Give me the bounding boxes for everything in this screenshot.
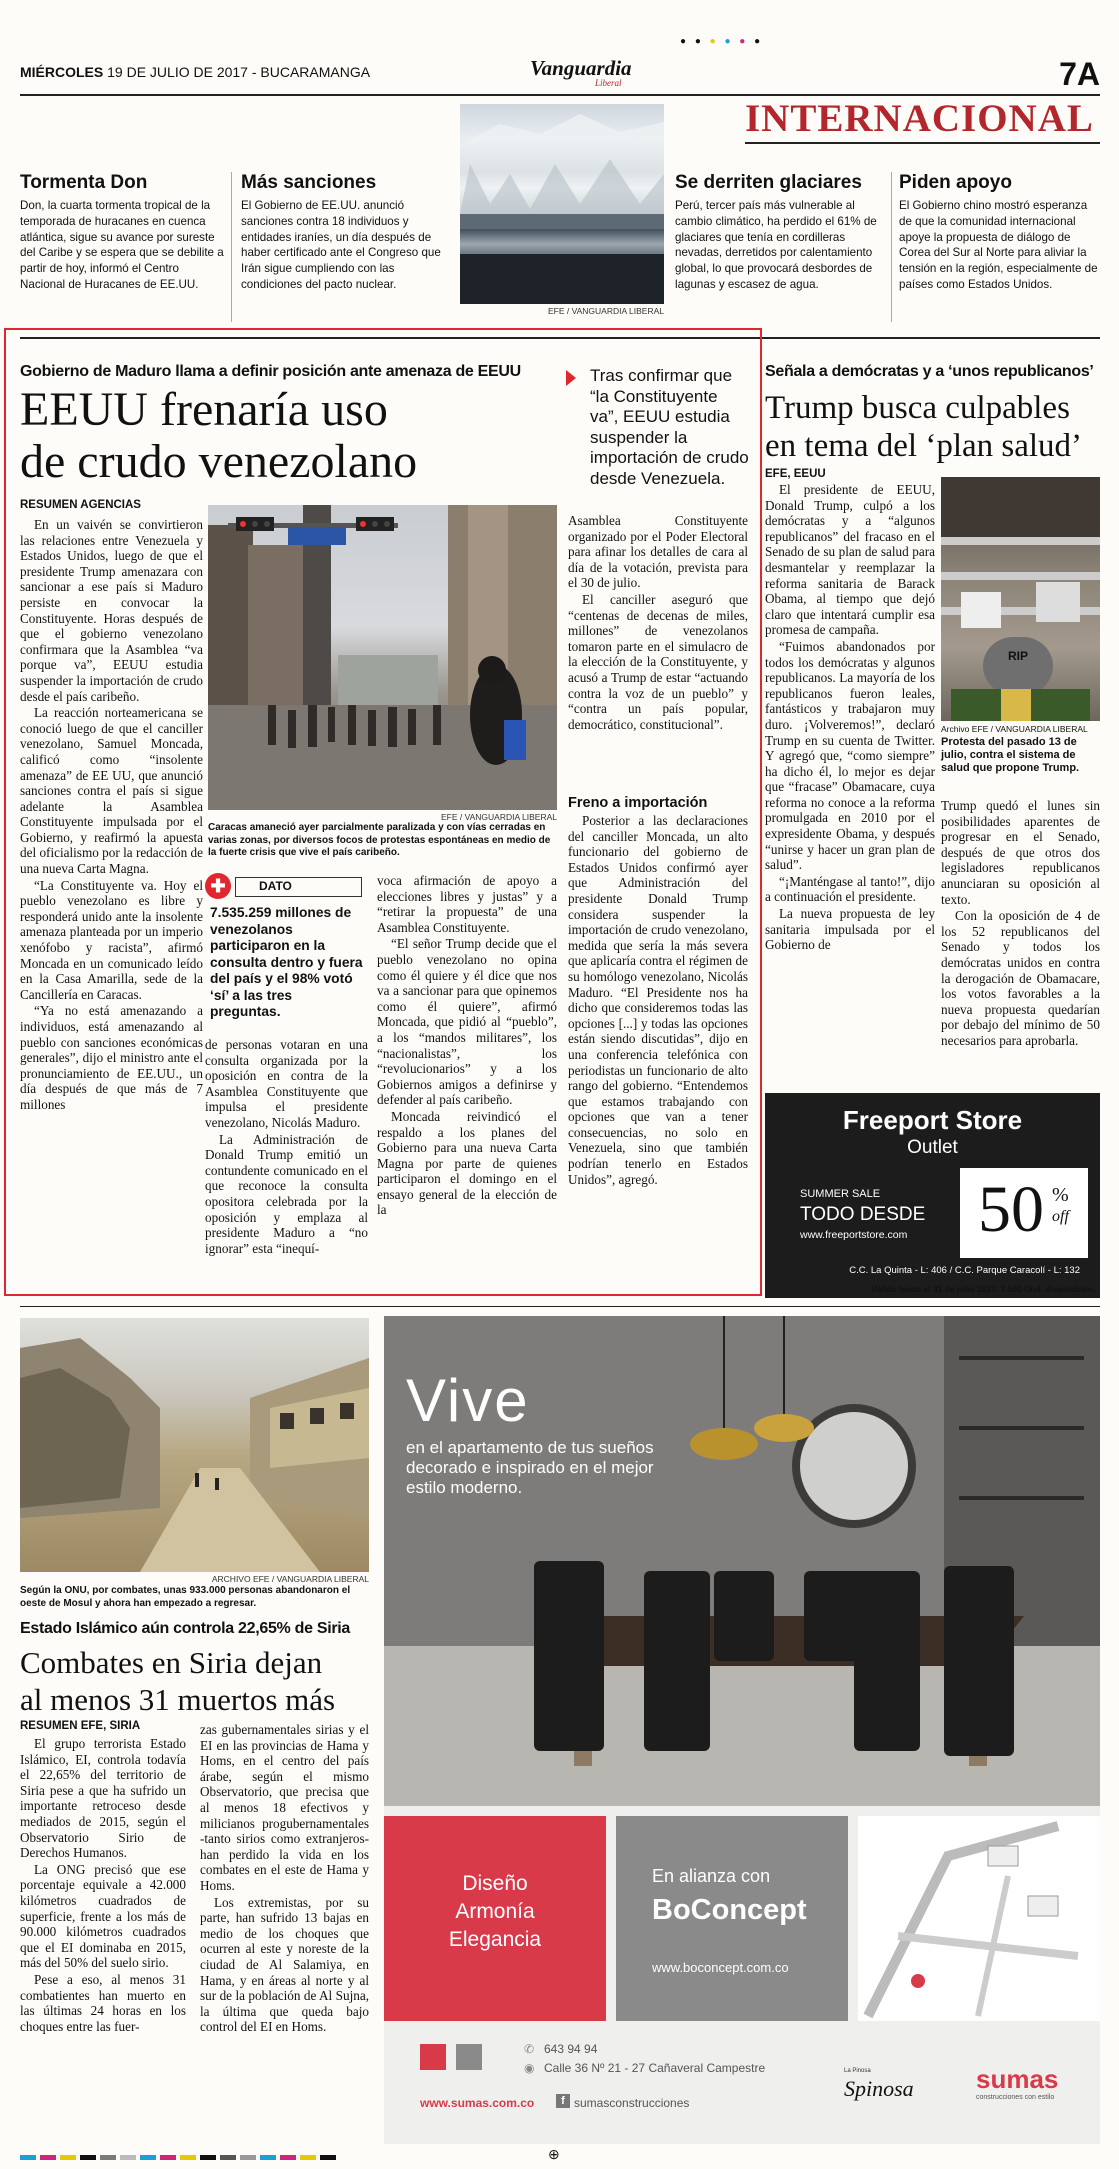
trump-story-headline-2: en tema del ‘plan salud’ — [765, 428, 1083, 464]
registration-mark-icon: ⊕ — [548, 2146, 560, 2162]
page-number: 7A — [1059, 56, 1100, 92]
freeport-todo: TODO DESDE — [800, 1204, 926, 1225]
sumas-tagline-3: estilo moderno. — [406, 1478, 523, 1497]
facebook-icon: f — [556, 2094, 570, 2108]
pullquote-marker — [566, 370, 576, 386]
trump-story-kicker: Señala a demócratas y a ‘unos republicanos’ — [765, 363, 1094, 380]
freeport-url[interactable]: www.freeportstore.com — [800, 1229, 908, 1241]
dato-label-bar — [235, 877, 362, 897]
sumas-facebook[interactable]: sumasconstrucciones — [574, 2096, 690, 2110]
main-story-pullquote: Tras confirmar que “la Constituyente va”, EEUU estudia suspender la importación de crudo desde Venezuela. — [590, 366, 749, 488]
paragraph: La nueva propuesta de ley sanitaria impulsada por el Gobierno de — [765, 906, 935, 953]
spinosa-logo: Spinosa — [844, 2076, 914, 2101]
main-story-headline-2: de crudo venezolano — [20, 435, 418, 488]
main-story-column-4b — [568, 813, 748, 1188]
brief-title: Más sanciones — [241, 172, 377, 193]
main-story-column-3 — [377, 873, 557, 1219]
main-story-subhead: Freno a importación — [568, 795, 708, 811]
glacier-photo-credit: EFE / VANGUARDIA LIBERAL — [547, 306, 664, 316]
main-photo-caption: Caracas amaneció ayer parcialmente paralizada y con vías cerradas en varias zonas, por diversos focos de protestas espontáneas en medio de la fuerte crisis que vive el país caribeño. — [208, 822, 551, 858]
syria-story-column-1 — [20, 1736, 186, 2035]
freeport-sale: SUMMER SALE — [800, 1188, 881, 1200]
brief-apoyo — [899, 172, 1099, 293]
paragraph: Posterior a las declaraciones del canciller Moncada, un alto funcionario del gobierno de Estados Unidos confirmó ayer que Administración del presidente Donald Trump considera suspender la importación de crudo venezolano, medida que sería la más severa que aplicaría contra el régimen de su homólogo venezolano, Nicolás Maduro. “El Presidente nos ha dicho que consideremos todas las opciones [...] y todas las opciones están siendo discutidas”, dijo en una conferencia telefónica con periodistas un funcionario de alto rango del gobierno. “Entendemos que estamos trabajando con opciones que van a tener consecuencias, no solo en Venezuela, sino que también podrían tenerlo en Estados Unidos”, agregó. — [568, 813, 748, 1187]
brand-logo: Vanguardia — [530, 56, 632, 80]
trump-story-column-1 — [765, 482, 935, 954]
trump-photo-credit: Archivo EFE / VANGUARDIA LIBERAL — [941, 724, 1088, 734]
brief-body: Don, la cuarta tormenta tropical de la temporada de huracanes en cuenca atlántica, sigue su avance por sureste del Caribe y se espera que se debilite a partir de hoy, informó el Centro Nacional de Huracanes de EE.UU. — [20, 199, 224, 291]
paragraph: Moncada reivindicó el respaldo a los planes del Gobierno para una nueva Carta Magna por parte de quienes participaron el domingo en el ensayo general de la elección de la — [377, 1108, 557, 1218]
freeport-store-ad[interactable] — [765, 1093, 1100, 1298]
sumas-tagline-2: decorado e inspirado en el mejor — [406, 1458, 654, 1477]
sumas-address: Calle 36 Nº 21 - 27 Cañaveral Campestre — [544, 2061, 766, 2075]
sumas-logo: sumas — [976, 2064, 1059, 2094]
freeport-name: Freeport Store — [842, 1105, 1023, 1135]
paragraph: zas gubernamentales sirias y el EI en las provincias de Hama y Homs, en el centro del país árabe, según el mismo Observatorio, que precisa que al menos 18 efectivos y milicianos progubernamentales -tanto sirios como extranjeros- han perdido la vida en los combates en el este de Hama y Homs. — [200, 1722, 369, 1893]
boconcept-url[interactable]: www.boconcept.com.co — [652, 1960, 789, 1975]
freeport-locations: C.C. La Quinta - L: 406 / C.C. Parque Caracolí - L: 132 — [849, 1265, 1080, 1276]
trump-story-byline: EFE, EEUU — [765, 468, 826, 480]
word-diseno: Diseño — [462, 1872, 528, 1895]
paragraph: El canciller aseguró que “centenas de decenas de miles, millones” de venezolanos tomaron parte en el simulacro de la elección de la Constituyente, y acusó a Trump de estar “actuando contra la voz de un pueblo” y “contra un país popular, democrático, constitucional”. — [568, 591, 748, 732]
paragraph: La Administración de Donald Trump emitió un contundente comunicado en el que reconoce la consulta opositora celebrada por la oposición y emplaza al presidente Maduro a “no ignorar” esta “inequí- — [205, 1131, 368, 1256]
header-date — [20, 64, 370, 80]
main-story-byline: RESUMEN AGENCIAS — [20, 499, 141, 511]
trump-story-column-2 — [941, 798, 1100, 1050]
paragraph: de personas votaran en una consulta organizada por la oposición en contra de la Asamblea Constituyente que impulsa el presidente venezolano, Nicolás Maduro. — [205, 1037, 368, 1130]
page-header — [20, 58, 1100, 98]
word-elegancia: Elegancia — [448, 1928, 542, 1951]
mosul-photo-credit: ARCHIVO EFE / VANGUARDIA LIBERAL — [211, 1574, 369, 1584]
brief-sanciones — [241, 172, 449, 293]
glacier-photo — [460, 104, 664, 304]
paragraph: Los extremistas, por su parte, han sufrido 13 bajas en medio de los choques que ocurren al este y noreste de la ciudad de Al Salamiya, en Hama, y en áreas al norte y al sur de la población de Al Sujna, la última que queda bajo control del EI en Homs. — [200, 1894, 369, 2035]
street-scene-illustration — [208, 505, 557, 810]
main-photo-credit: EFE / VANGUARDIA LIBERAL — [440, 812, 557, 822]
brand-logo-sub: Liberal — [595, 78, 622, 88]
freeport-percent-sign: % — [1052, 1184, 1069, 1206]
sumas-gray-panel — [616, 1816, 848, 2021]
tombstone-sign-text: RIP — [1007, 649, 1029, 663]
freeport-percent: 50 — [978, 1173, 1044, 1246]
destroyed-street-illustration — [20, 1318, 369, 1572]
paragraph: En un vaivén se convirtieron las relaciones entre Venezuela y Estados Unidos, luego de que el presidente Trump amenazara con sancionar a ese país si Maduro persiste en convocar la Constituyente. Horas después de que el gobierno venezolano confirmara que la Asamblea “va porque va”, EEUU estudia suspender la importación de crudo desde el país caribeño. — [20, 517, 203, 704]
registration-dots: ● ● ● ● ● ● — [680, 36, 764, 47]
syria-story-column-2 — [200, 1722, 369, 2036]
brief-body: Perú, tercer país más vulnerable al cambio climático, ha perdido el 61% de glaciares que tenía en cordilleras nevadas, derretidos por calentamiento global, lo que provocará desbordes de lagunas y escasez de agua. — [675, 199, 877, 291]
syria-story-byline: RESUMEN EFE, SIRIA — [20, 1720, 141, 1732]
paragraph: La ONG precisó que ese porcentaje equivale a 42.000 kilómetros cuadrados de superficie, frente a los más de 90.000 kilómetros cuadrados que el EI dominaba en 2015, más del 50% del suelo sirio. — [20, 1861, 186, 1971]
spinosa-pre: La Pinosa — [844, 2068, 871, 2074]
caracas-street-photo — [208, 505, 557, 810]
trump-story-headline-1: Trump busca culpables — [765, 390, 1070, 426]
color-registration-bar — [20, 2150, 1100, 2160]
brief-title: Tormenta Don — [20, 172, 148, 193]
brief-body: El Gobierno de EE.UU. anunció sanciones contra 18 individuos y entidades iraníes, un día después de haber certificado ante el Congreso que Irán sigue cumpliendo con las condiciones del pacto nuclear. — [241, 199, 441, 291]
section-title: INTERNACIONAL — [745, 97, 1094, 140]
paragraph: La reacción norteamericana se conoció luego de que el canciller venezolano, Samuel Moncada, calificó como “insolente amenaza” de EE UU, que anunció sanciones contra el país si sigue adelante la Asamblea Constituyente impulsada por el Gobierno, y reafirmó la apuesta del oficialismo por la redacción de una nueva Carta Magna. — [20, 705, 203, 877]
syria-story-headline-2: al menos 31 muertos más — [20, 1682, 336, 1717]
sumas-ad[interactable] — [384, 1316, 1100, 2144]
glacier-illustration — [460, 104, 664, 304]
freeport-discount-box — [960, 1168, 1088, 1258]
syria-story-kicker: Estado Islámico aún controla 22,65% de Siria — [20, 1620, 351, 1637]
brief-title: Piden apoyo — [899, 172, 1012, 193]
paragraph: El presidente de EEUU, Donald Trump, culpó a los demócratas y a “algunos republicanos” del fracaso en el Senado de su plan de salud para desmantelar y reemplazar la reforma sanitaria de Barack Obama, al tiempo que dejó claro que intentará cumplir esa promesa de campaña. — [765, 482, 935, 638]
dato-icon: ✚ — [205, 873, 231, 899]
main-story-kicker: Gobierno de Maduro llama a definir posición ante amenaza de EEUU — [20, 363, 521, 380]
word-armonia: Armonía — [455, 1900, 535, 1923]
date-rest: 19 DE JULIO DE 2017 - BUCARAMANGA — [107, 64, 371, 80]
mosul-photo — [20, 1318, 369, 1572]
boconcept-logo: BoConcept — [652, 1894, 807, 1926]
paragraph: “Ya no está amenazando a individuos, está amenazando al pueblo con sanciones económicas generales”, dijo el ministro ante el pronunciamiento de EE.UU., un día después de que más de 7 millones — [20, 1003, 203, 1112]
brief-body: El Gobierno chino mostró esperanza de que la comunidad internacional apoye la propuesta de diálogo de Corea del Sur al Norte para aliviar la tensión en la región, especialmente de países como Estados Unidos. — [899, 199, 1098, 291]
paragraph: Trump quedó el lunes sin posibilidades aparentes de progresar en el Senado, después de que otros dos legisladores republicanos anunciaran su oposición al texto. — [941, 798, 1100, 907]
main-story-column-4 — [568, 513, 748, 733]
date-day: MIÉRCOLES — [20, 64, 104, 80]
dato-text: 7.535.259 millones de venezolanos participaron en la consulta dentro y fuera del país y el 98% votó ‘sí’ a las tres preguntas. — [210, 905, 363, 1019]
healthcare-protest-photo — [941, 477, 1100, 721]
main-story-column-1 — [20, 517, 203, 1114]
paragraph: Asamblea Constituyente organizado por el Poder Electoral para afinar los detalles de cara al día de la votación, prevista para el 30 de julio. — [568, 513, 748, 591]
sumas-red-panel — [384, 1816, 606, 2021]
dato-box — [205, 873, 365, 1028]
freeport-off: off — [1052, 1208, 1069, 1225]
brief-glaciares — [675, 172, 885, 293]
location-pin-icon: ◉ — [524, 2061, 535, 2075]
paragraph: “¡Manténgase al tanto!”, dijo a continuación el presidente. — [765, 873, 935, 905]
dato-label: DATO — [259, 879, 292, 893]
paragraph: Con la oposición de 4 de los 52 republicanos del Senado y todos los demócratas unidos en contra la derogación de Obamacare, los votos favorables a la nueva propuesta quedarían por debajo del mínimo de 50 necesarios para aprobarla. — [941, 908, 1100, 1048]
freeport-outlet: Outlet — [907, 1137, 958, 1158]
main-story-column-2 — [205, 1037, 368, 1257]
brief-title: Se derriten glaciares — [675, 172, 862, 193]
mosul-photo-caption: Según la ONU, por combates, unas 933.000 personas abandonaron el oeste de Mosul y ahora han empezado a regresar. — [20, 1585, 351, 1609]
paragraph: El grupo terrorista Estado Islámico, EI, controla todavía el 22,65% del territorio de Siria pese a que ha sufrido un importante retroceso desde mediados de 2015, según el Observatorio Sirio de Derechos Humanos. — [20, 1736, 186, 1861]
main-story-headline-1: EEUU frenaría uso — [20, 383, 388, 436]
alianza-text: En alianza con — [652, 1866, 771, 1886]
paragraph: “La Constituyente va. Hoy el pueblo venezolano es libre y responderá unido ante la insolente amenaza planteada por un imperio xenófobo y racista”, afirmó Moncada en un comunicado leído en la Casa Amarilla, sede de la Cancillería en Caracas. — [20, 877, 203, 1002]
trump-photo-caption: Protesta del pasado 13 de julio, contra el sistema de salud que propone Trump. — [941, 736, 1080, 774]
syria-story-headline-1: Combates en Siria dejan — [20, 1645, 323, 1680]
paragraph: voca afirmación de apoyo a elecciones libres y justas” y a “retirar la propuesta” de una Asamblea Constituyente. — [377, 873, 557, 935]
sumas-phone: 643 94 94 — [544, 2042, 598, 2056]
phone-icon: ✆ — [524, 2042, 535, 2056]
gray-square — [456, 2044, 482, 2070]
sumas-web[interactable]: www.sumas.com.co — [420, 2096, 535, 2110]
red-square — [420, 2044, 446, 2070]
protest-illustration — [941, 477, 1100, 721]
brief-tormenta — [20, 172, 225, 293]
paragraph: Pese a eso, al menos 31 combatientes han muerto en las últimas 24 horas en los choques entre las fuer- — [20, 1971, 186, 2034]
map-illustration — [858, 1816, 1100, 2021]
sumas-tagline-1: en el apartamento de tus sueños — [406, 1438, 654, 1457]
paragraph: “El señor Trump decide que el pueblo venezolano no opina como él quiere y él dice que nos va a sancionar para que opinemos como él quiere”, afirmó Moncada, que pidió al “pueblo”, a los “mandos militares”, los “nacionalistas”, los “revolucionarios” y a los Gobiernos amigos a definirse y defender al país caribeño. — [377, 936, 557, 1108]
paragraph: “Fuimos abandonados por todos los demócratas y algunos republicanos. La mayoría de los republicanos fueron leales, fantásticos y trabajaron muy duro. ¡Volveremos!”, declaró Trump en su cuenta de Twitter. Y agregó que, “como siempre” ha dicho él, lo mejor es dejar que “fracase” Obamacare, cuya reforma no conoce a la reforma promulgada en 2010 por el expresidente Obama, y después “unirse y hacer un gran plan de salud”. — [765, 638, 935, 873]
location-map — [858, 1816, 1100, 2021]
freeport-validity: Válido hasta el 31 de julio 2017. 7.500 Und. disponibles. — [871, 1284, 1095, 1294]
sumas-logo-sub: construcciones con estilo — [976, 2094, 1055, 2101]
sumas-vive: Vive — [406, 1367, 530, 1434]
